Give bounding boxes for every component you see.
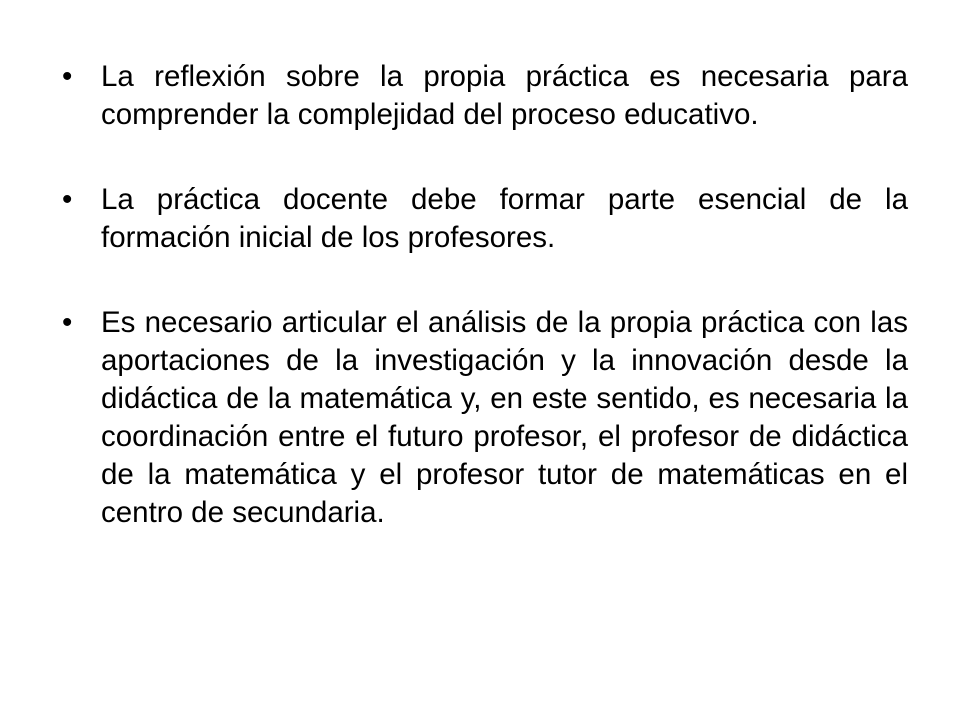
bullet-item-articular-analisis [62, 304, 908, 532]
bullet-icon: • [62, 60, 73, 93]
bullet-text: La reflexión sobre la propia práctica es necesaria para comprender la complejidad del proceso educativo. [101, 60, 908, 131]
bullet-icon: • [62, 183, 73, 216]
bullet-text: La práctica docente debe formar parte esencial de la formación inicial de los profesores. [101, 183, 908, 254]
bullet-text: Es necesario articular el análisis de la propia práctica con las aportaciones de la investigación y la innovación desde la didáctica de la matemática y, en este sentido, es necesaria la coordinación entre el futuro profesor, el profesor de didáctica de la matemática y el profesor tutor de matemáticas en el centro de secundaria. [101, 306, 908, 529]
bullet-item-reflexion [62, 58, 908, 134]
bullet-item-practica-docente [62, 181, 908, 257]
bullet-list [62, 58, 908, 532]
bullet-icon: • [62, 306, 73, 339]
